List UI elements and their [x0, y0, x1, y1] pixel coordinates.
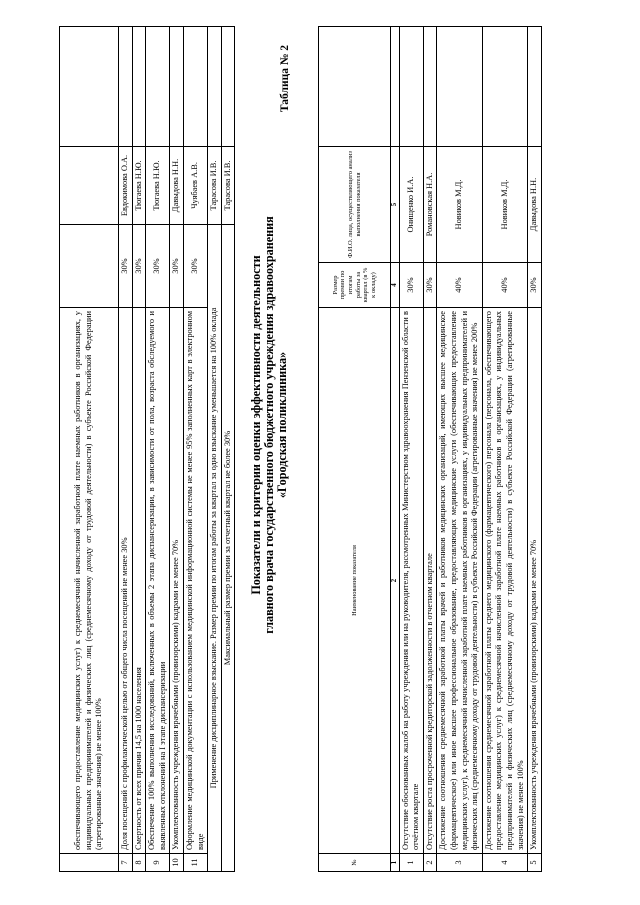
responsible-person: Тарасова И.В.	[208, 147, 222, 225]
empty-cell	[208, 27, 222, 147]
responsible-person: Новиков М.Д.	[482, 147, 527, 263]
table-header-row	[319, 27, 391, 872]
row-number: 11	[183, 854, 207, 872]
document-title-line-1: Показатели и критерии оценки эффективности деятельности	[249, 255, 263, 595]
empty-cell	[399, 27, 423, 147]
indicator-text: обеспечивающего предоставление медицинских услуг) к среднемесячной начисленной заработной плате наемных работников в организациях, у индивидуальных предпринимателей и физических лиц (среднемесячному доходу от трудовой деятельности) в субъекте Российской Федерации (агрегированные значения) не менее 100%	[60, 308, 119, 854]
criteria-table	[318, 26, 542, 872]
table-row	[132, 27, 146, 872]
table-row	[170, 27, 184, 872]
row-number: 5	[528, 854, 542, 872]
bonus-size: 30%	[528, 263, 542, 308]
header-bonus-size: Размер премии по итогам работы за квартал (в % к окладу)	[319, 263, 391, 308]
column-index: 4	[391, 263, 400, 308]
indicator-text: Смертность от всех причин 14,5 на 1000 населения	[132, 308, 146, 854]
responsible-person: Онищенко И.А.	[399, 147, 423, 263]
bonus-size: 30%	[183, 225, 207, 308]
table-row	[221, 27, 235, 872]
table-row	[119, 27, 133, 872]
empty-cell	[391, 27, 400, 147]
header-number: №	[319, 854, 391, 872]
bonus-size: 30%	[423, 263, 437, 308]
empty-cell	[183, 27, 207, 147]
column-index: 2	[391, 308, 400, 854]
document-title-line-3: «Городская поликлиника»	[275, 351, 289, 499]
table-row	[60, 27, 119, 872]
table-row	[183, 27, 207, 872]
responsible-person: Давыдова Н.Н.	[170, 147, 184, 225]
responsible-person: Евдокимова О.А.	[119, 147, 133, 225]
row-number: 9	[146, 854, 170, 872]
bonus-size: 30%	[146, 225, 170, 308]
table-row	[146, 27, 170, 872]
indicator-text: Укомплектованность учреждения врачебными (провизорскими) кадрами не менее 70%	[170, 308, 184, 854]
empty-cell	[132, 27, 146, 147]
responsible-person: Тюгаева Н.Ю.	[146, 147, 170, 225]
empty-cell	[437, 27, 482, 147]
empty-cell	[119, 27, 133, 147]
responsible-person: Давыдова Н.Н.	[528, 147, 542, 263]
row-number: 2	[423, 854, 437, 872]
indicator-text: Обеспечение 100% выполнения исследований, включенных в объемы 2 этапа диспансеризации, в зависимости от пола, возраста обследуемого и выявленных отклонений на I этапе диспансеризации	[146, 308, 170, 854]
indicator-text: Доля посещений с профилактической целью от общего числа посещений не менее 30%	[119, 308, 133, 854]
indicator-text: Отсутствие обоснованных жалоб на работу учреждения или на руководителя, рассмотренных Министерством здравоохранения Пензенской области в отчётном квартале	[399, 308, 423, 854]
empty-cell	[423, 27, 437, 147]
row-number: 10	[170, 854, 184, 872]
empty-cell	[146, 27, 170, 147]
bonus-size: 30%	[119, 225, 133, 308]
indicator-text: Оформление медицинской документации с использованием медицинской информационной системы не менее 95% заполненных карт в электронном виде	[183, 308, 207, 854]
empty-cell	[528, 27, 542, 147]
indicator-text: Достижение соотношения среднемесячной заработной платы среднего медицинского (фармацевтического) персонала (персонала, обеспечивающего предоставление медицинских услуг) к среднемесячной начисленной заработной плате наемных работников в организациях, у индивидуальных предпринимателей и физических лиц (среднемесячному доходу от трудовой деятельности) в субъекте Российской Федерации (агрегированные значения) не менее 100%	[482, 308, 527, 854]
bonus-size: 30%	[170, 225, 184, 308]
responsible-person: Тюгаева Н.Ю.	[132, 147, 146, 225]
bonus-size: 30%	[132, 225, 146, 308]
row-number: 1	[399, 854, 423, 872]
indicator-text: Применение дисциплинарное взыскание. Размер премии по итогам работы за квартал за одно взыскание уменьшается на 100% оклада	[208, 225, 222, 872]
table-row	[437, 27, 482, 872]
row-number: 4	[482, 854, 527, 872]
table-label: Таблица № 2	[279, 45, 291, 113]
continuation-table	[59, 26, 235, 872]
bonus-size	[60, 225, 119, 308]
bonus-size: 40%	[437, 263, 482, 308]
row-number	[60, 854, 119, 872]
responsible-person: Чуябаев А.В.	[183, 147, 207, 225]
header-empty	[319, 27, 391, 147]
indicator-text: Укомплектованность учреждения врачебными (провизорскими) кадрами не менее 70%	[528, 308, 542, 854]
empty-cell	[170, 27, 184, 147]
table-row	[208, 27, 222, 872]
table-row	[528, 27, 542, 872]
header-indicator: Наименование показателя	[319, 308, 391, 854]
bonus-size: 40%	[482, 263, 527, 308]
column-index: 1	[391, 854, 400, 872]
column-index: 5	[391, 147, 400, 263]
table-row	[399, 27, 423, 872]
row-number: 8	[132, 854, 146, 872]
responsible-person: Тарасова И.В.	[221, 147, 235, 225]
empty-cell	[482, 27, 527, 147]
empty-cell	[221, 27, 235, 147]
row-number: 7	[119, 854, 133, 872]
indicator-text: Отсутствие роста просроченной кредиторской задолженности в отчетном квартале	[423, 308, 437, 854]
indicator-text: Достижение соотношения среднемесячной заработной платы врачей и работников медицинских организаций, имеющих высшее медицинское (фармацевтическое) или иное высшее профессиональное образование, предоставляющих медицинские услуги (обеспечивающих предоставление медицинских услуг), к среднемесячной начисленной заработной плате наемных работников в организациях, у индивидуальных предпринимателей и физических лиц (среднемесячному доходу от трудовой деятельности) в субъекте Российской Федерации (агрегированные значения) не менее 200%	[437, 308, 482, 854]
bonus-size: 30%	[399, 263, 423, 308]
empty-cell	[60, 27, 119, 147]
row-number: 3	[437, 854, 482, 872]
indicator-text: Максимальный размер премии за отчетный квартал не более 30%	[221, 225, 235, 872]
responsible-person	[60, 147, 119, 225]
column-index-row	[391, 27, 400, 872]
table-row	[423, 27, 437, 872]
responsible-person: Романовская Н.А.	[423, 147, 437, 263]
table-row	[482, 27, 527, 872]
document-title-line-2: главного врача государственного бюджетного учреждения здравоохранения	[262, 216, 276, 634]
header-responsible: Ф.И.О. лица, осуществляющего анализ выполнения показателя	[319, 147, 391, 263]
responsible-person: Новиков М.Д.	[437, 147, 482, 263]
